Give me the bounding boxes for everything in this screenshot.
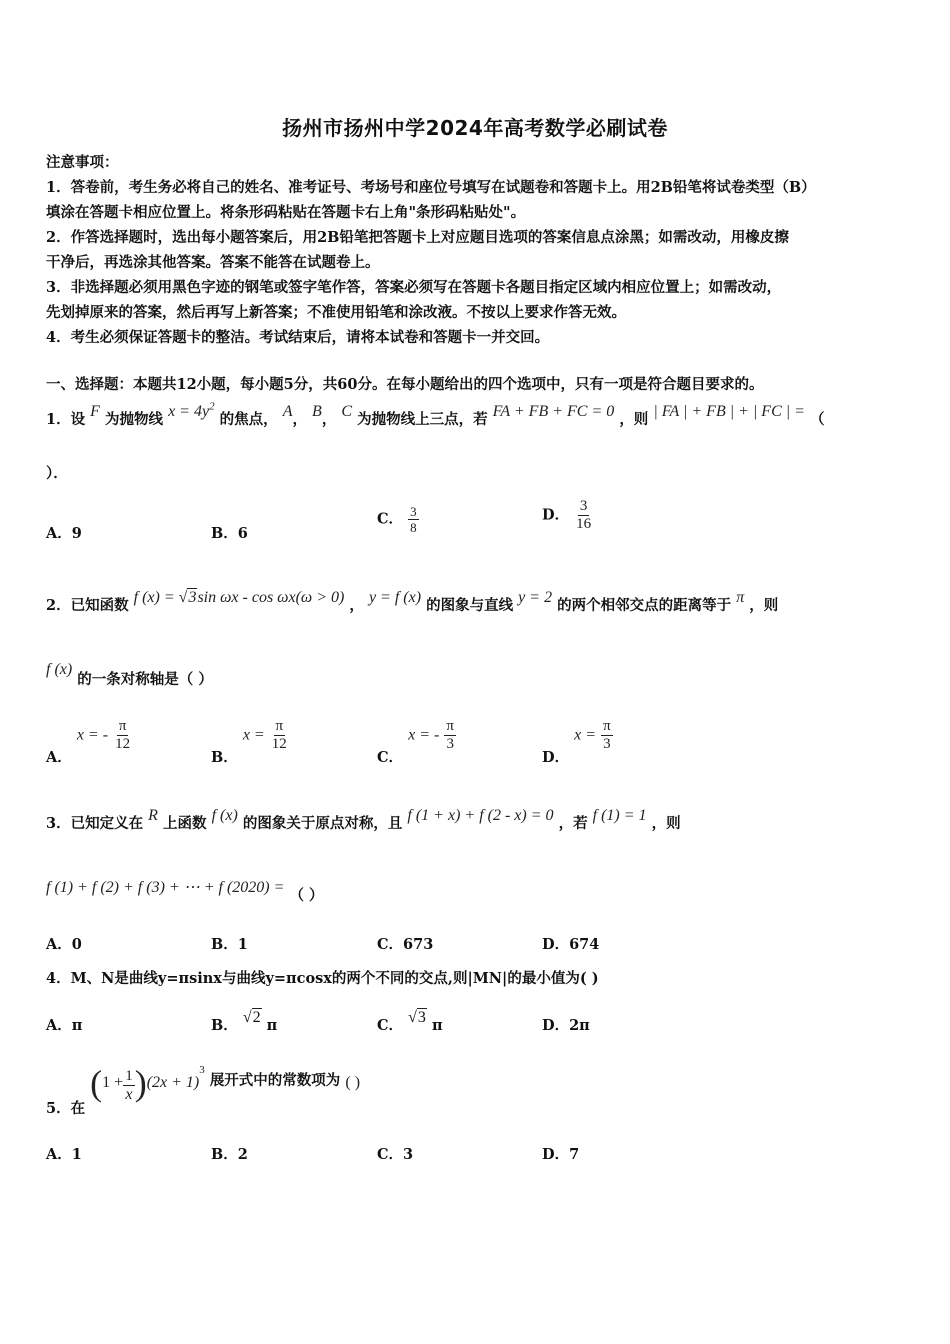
q5-binomial — [90, 1062, 205, 1109]
q1-number: 1．设 — [46, 411, 86, 428]
radicand: 3 — [417, 1009, 426, 1026]
option-label: C． — [377, 748, 404, 766]
question-2 — [46, 589, 779, 615]
q1-text: 为抛物线 — [105, 411, 163, 428]
q1-parabola-eq: $x = 4y^2$ — [168, 400, 215, 420]
q5-binom: (2x + 1) — [146, 1074, 200, 1091]
question-2-cont — [46, 661, 213, 689]
q1-option-c — [377, 504, 419, 535]
fraction — [444, 718, 456, 753]
q1-vector-condition: FA + FB + FC = 0 — [492, 403, 615, 420]
q5-option-b: B．2 — [211, 1146, 248, 1163]
q1-text: 为抛物线上三点，若 — [357, 411, 488, 428]
q1-option-a: A．9 — [46, 525, 82, 542]
fraction-den: 8 — [410, 520, 417, 535]
sqrt-3: √3 — [408, 1009, 426, 1026]
sqrt-2: √2 — [242, 1009, 261, 1026]
q3-fx: f (x) — [211, 807, 238, 824]
q3-r: R — [148, 807, 158, 824]
option-label: B． — [211, 1017, 238, 1034]
fraction — [601, 718, 613, 753]
option-math: x = - — [408, 726, 440, 744]
q1-sep: ， — [292, 411, 307, 428]
q5-number: 5．在 — [46, 1100, 86, 1118]
q3-text: ，若 — [558, 815, 588, 832]
fraction-num: π — [118, 718, 127, 734]
q3-text: ，则 — [651, 815, 681, 832]
q3-number: 3．已知定义在 — [46, 815, 144, 832]
q5-text: 展开式中的常数项为 — [209, 1072, 341, 1090]
section-heading: 一、选择题：本题共12小题，每小题5分，共60分。在每小题给出的四个选项中，只有一项是符合题目要求的。 — [46, 376, 764, 393]
fraction-num: 3 — [410, 504, 417, 519]
q2-option-b — [211, 718, 289, 766]
notes-line: 先划掉原来的答案，然后再写上新答案；不准使用铅笔和涂改液。不按以上要求作答无效。 — [46, 304, 626, 321]
notes-line: 干净后，再选涂其他答案。答案不能答在试题卷上。 — [46, 254, 380, 271]
notes-heading: 注意事项： — [46, 154, 119, 171]
option-label: B． — [211, 748, 238, 766]
fraction-den: 3 — [446, 736, 454, 752]
option-label: D． — [542, 748, 570, 766]
notes-line: 3．非选择题必须用黑色字迹的钢笔或签字笔作答，答案必须写在答题卡各题目指定区域内相应位置上；如需改动， — [46, 279, 782, 296]
q2-fx: f (x) — [46, 661, 73, 678]
q3-option-b: B．1 — [211, 936, 248, 953]
option-math: x = - — [76, 726, 109, 744]
q2-number: 2．已知函数 — [46, 597, 129, 614]
q1-focus-var: F — [90, 403, 100, 420]
q1-sep: ， — [321, 411, 337, 428]
question-1 — [46, 400, 825, 429]
notes-line: 1．答卷前，考生务必将自己的姓名、准考证号、考场号和座位号填写在试题卷和答题卡上。用2B铅笔将试卷类型（B） — [46, 179, 816, 196]
fraction — [574, 498, 593, 533]
q2-text: ，则 — [749, 597, 779, 614]
q5-paren: ( ) — [345, 1074, 361, 1092]
q3-eq1: f (1 + x) + f (2 - x) = 0 — [407, 807, 554, 824]
fraction-den: 12 — [271, 736, 287, 752]
q3-option-c: C．673 — [377, 936, 434, 953]
q4-option-a: A．π — [46, 1017, 83, 1034]
q3-option-d: D．674 — [542, 936, 600, 953]
q3-option-a: A．0 — [46, 936, 82, 953]
q4-option-c — [377, 1006, 443, 1034]
question-4: 4．M、N是曲线y=πsinx与曲线y=πcosx的两个不同的交点,则|MN|的最小值为( ) — [46, 970, 599, 987]
fraction — [123, 1068, 135, 1103]
radicand: 3 — [188, 589, 197, 606]
q1-paren-close: ）． — [46, 465, 68, 482]
fraction-num: 3 — [579, 498, 588, 514]
q3-text: 上函数 — [163, 815, 207, 832]
q1-option-b: B．6 — [211, 525, 248, 542]
fraction — [270, 718, 289, 753]
q5-option-d: D．7 — [542, 1146, 580, 1163]
q3-eq2: f (1) = 1 — [592, 807, 647, 824]
q3-sum: f (1) + f (2) + f (3) + ⋯ + f (2020) = — [46, 879, 285, 896]
option-label: C． — [377, 510, 404, 528]
option-math: x = — [574, 726, 597, 744]
option-label: C． — [377, 1017, 404, 1034]
q1-point-c: C — [341, 403, 353, 420]
notes-line: 2．作答选择题时，选出每小题答案后，用2B铅笔把答题卡上对应题目选项的答案信息点涂黑；如需改动，用橡皮擦 — [46, 229, 789, 246]
fraction-num: π — [446, 718, 454, 734]
question-5 — [46, 1062, 361, 1118]
q2-function — [134, 589, 345, 606]
q2-pi: π — [736, 589, 745, 606]
fraction-num: π — [603, 718, 611, 734]
q2-text: 的一条对称轴是（ ） — [77, 671, 213, 688]
q4-option-b — [211, 1006, 278, 1034]
q3-paren: （ ） — [289, 887, 324, 904]
option-label: D． — [542, 506, 570, 524]
option-suffix: π — [431, 1017, 443, 1034]
fraction-den: 3 — [603, 736, 611, 752]
notes-line: 4．考生必须保证答题卡的整洁。考试结束后，请将本试卷和答题卡一并交回。 — [46, 329, 550, 346]
q2-func-rhs: sin ωx - cos ωx(ω > 0) — [197, 589, 345, 606]
q1-paren-open: （ — [810, 411, 825, 428]
notes-section — [46, 150, 910, 350]
sqrt-3 — [179, 588, 198, 606]
option-suffix: π — [266, 1017, 278, 1034]
q2-line: y = 2 — [518, 589, 553, 606]
q2-text: 的图象与直线 — [426, 597, 514, 614]
radicand: 2 — [252, 1009, 261, 1026]
question-3 — [46, 807, 681, 833]
fraction-num: 1 — [125, 1067, 133, 1084]
q1-option-d — [542, 498, 593, 533]
q5-option-c: C．3 — [377, 1146, 414, 1163]
big-paren-right: ) — [134, 1063, 147, 1103]
q2-func-lhs: f (x) = — [133, 589, 179, 606]
fraction-den: 12 — [115, 736, 131, 752]
q2-option-d — [542, 718, 613, 766]
option-label: A． — [46, 748, 72, 766]
option-math: x = — [242, 726, 265, 744]
fraction — [408, 504, 419, 535]
q1-expression: | FA | + FB | + | FC | = — [653, 403, 805, 420]
fraction-den: 16 — [576, 516, 592, 532]
fraction — [113, 718, 132, 753]
q1-point-a: A — [282, 403, 293, 420]
q1-point-b: B — [312, 403, 322, 420]
q2-y-eq: y = f (x) — [368, 589, 422, 606]
q2-option-a — [46, 718, 132, 766]
page-title: 扬州市扬州中学2024年高考数学必刷试卷 — [282, 116, 668, 140]
q2-sep: ， — [349, 597, 364, 614]
q5-exp: 3 — [199, 1064, 205, 1077]
fraction-num: π — [275, 718, 284, 734]
sqrt-sign: √ — [178, 589, 188, 606]
q3-text: 的图象关于原点对称，且 — [242, 815, 403, 832]
question-3-cont — [46, 879, 324, 905]
q1-text: 的焦点， — [219, 411, 278, 428]
q1-text: ，则 — [619, 411, 649, 428]
q5-option-a: A．1 — [46, 1146, 82, 1163]
big-paren-left: ( — [90, 1063, 103, 1103]
q2-text: 的两个相邻交点的距离等于 — [557, 597, 732, 614]
q4-option-d: D．2π — [542, 1017, 590, 1034]
fraction-den: x — [125, 1085, 133, 1103]
notes-line: 填涂在答题卡相应位置上。将条形码粘贴在答题卡右上角"条形码粘贴处"。 — [46, 204, 526, 221]
q5-one-plus: 1 + — [102, 1074, 124, 1091]
q2-option-c — [377, 718, 456, 766]
